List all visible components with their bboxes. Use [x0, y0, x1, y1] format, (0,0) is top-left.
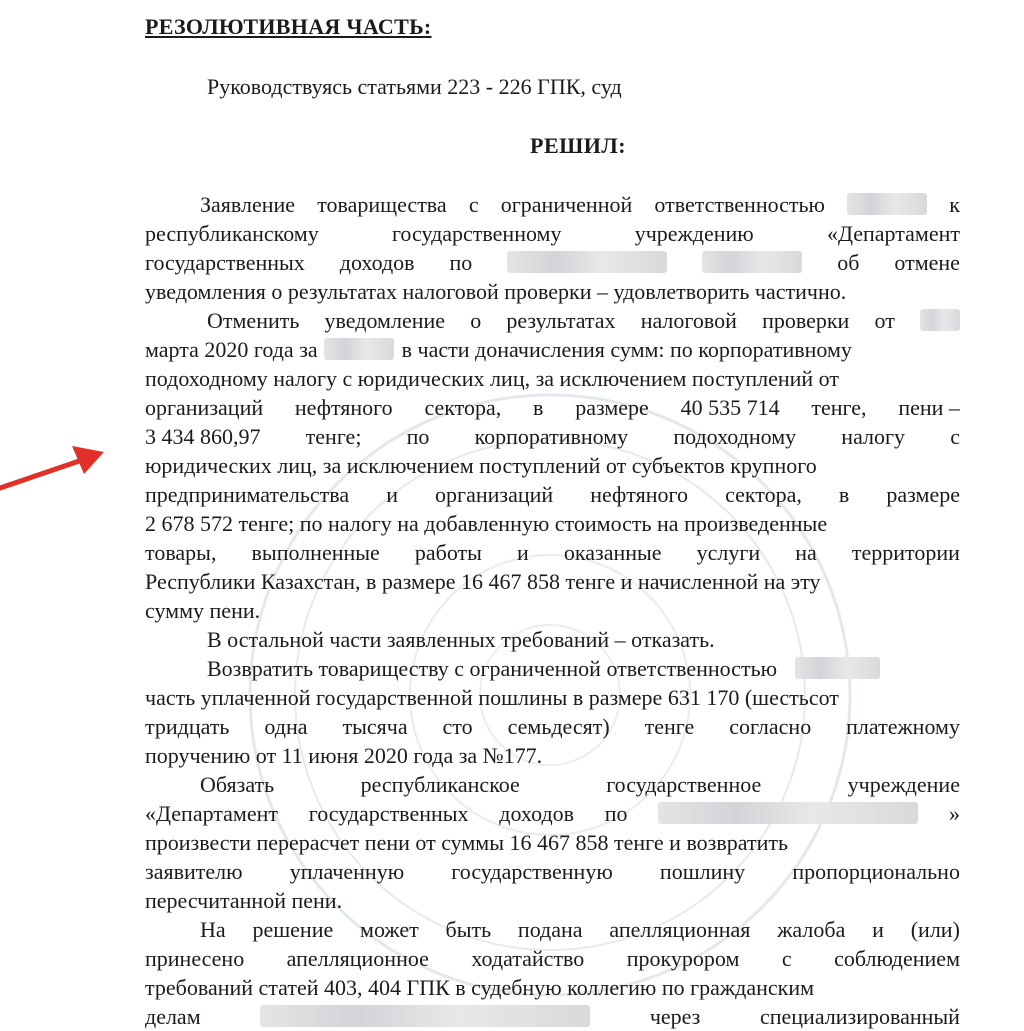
redacted-text: [507, 251, 667, 273]
decision-heading: РЕШИЛ:: [530, 133, 627, 158]
text-line: тридцать одна тысяча сто семьдесят) тенге согласно платежному: [145, 714, 960, 739]
text-line: часть уплаченной государственной пошлины в размере 631 170 (шестьсот: [145, 685, 839, 710]
text-line: 3 434 860,97 тенге; по корпоративному подоходному налогу с: [145, 424, 960, 449]
redacted-text: [324, 338, 394, 360]
text-line: Отменить уведомление о результатах налоговой проверки от: [207, 306, 960, 335]
text-line: В остальной части заявленных требований – отказать.: [207, 627, 715, 652]
text-line: предпринимательства и организаций нефтяного сектора, в размере: [145, 482, 960, 507]
redacted-text: [847, 193, 927, 215]
redacted-text: [658, 802, 918, 824]
text-line: Заявление товарищества с ограниченной ответственностью к: [200, 192, 960, 217]
text-line: государственных доходов по об отмене: [145, 250, 960, 275]
text-line: требований статей 403, 404 ГПК в судебную коллегию по гражданским: [145, 975, 815, 1000]
text-line: республиканскому государственному учреждению «Департамент: [145, 221, 960, 246]
text-line: подоходному налогу с юридических лиц, за исключением поступлений от: [145, 366, 839, 391]
text-line: делам через специализированный: [145, 1004, 960, 1029]
text-line: пересчитанной пени.: [145, 888, 343, 913]
text-line: сумму пени.: [145, 598, 261, 623]
text-line: юридических лиц, за исключением поступлений от субъектов крупного: [145, 453, 817, 478]
text-line: Республики Казахстан, в размере 16 467 858 тенге и начисленной на эту: [145, 569, 821, 594]
text-line: Обязать республиканское государственное учреждение: [200, 772, 960, 797]
redacted-text: [702, 251, 802, 273]
section-heading: РЕЗОЛЮТИВНАЯ ЧАСТЬ:: [145, 14, 432, 39]
legal-basis-line: Руководствуясь статьями 223 - 226 ГПК, суд: [207, 74, 622, 99]
text-line: произвести перерасчет пени от суммы 16 467 858 тенге и возвратить: [145, 830, 788, 855]
redacted-text: [920, 309, 960, 331]
text-line: поручению от 11 июня 2020 года за №177.: [145, 743, 543, 768]
text-line: Возвратить товариществу с ограниченной ответственностью: [207, 654, 960, 683]
text-line: уведомления о результатах налоговой проверки – удовлетворить частично.: [145, 279, 847, 304]
text-line: организаций нефтяного сектора, в размере 40 535 714 тенге, пени –: [145, 395, 960, 420]
text-line: На решение может быть подана апелляционная жалоба и (или): [200, 917, 960, 942]
text-line: 2 678 572 тенге; по налогу на добавленную стоимость на произведенные: [145, 511, 828, 536]
text-line: принесено апелляционное ходатайство прокурором с соблюдением: [145, 946, 960, 971]
text-line: заявителю уплаченную государственную пошлину пропорционально: [145, 859, 960, 884]
text-line: товары, выполненные работы и оказанные услуги на территории: [145, 540, 960, 565]
redacted-text: [795, 657, 880, 679]
red-arrow-pointer: [0, 430, 120, 510]
text-line: марта 2020 года за в части доначисления сумм: по корпоративному: [145, 337, 852, 362]
text-line: «Департамент государственных доходов по »: [145, 801, 960, 826]
